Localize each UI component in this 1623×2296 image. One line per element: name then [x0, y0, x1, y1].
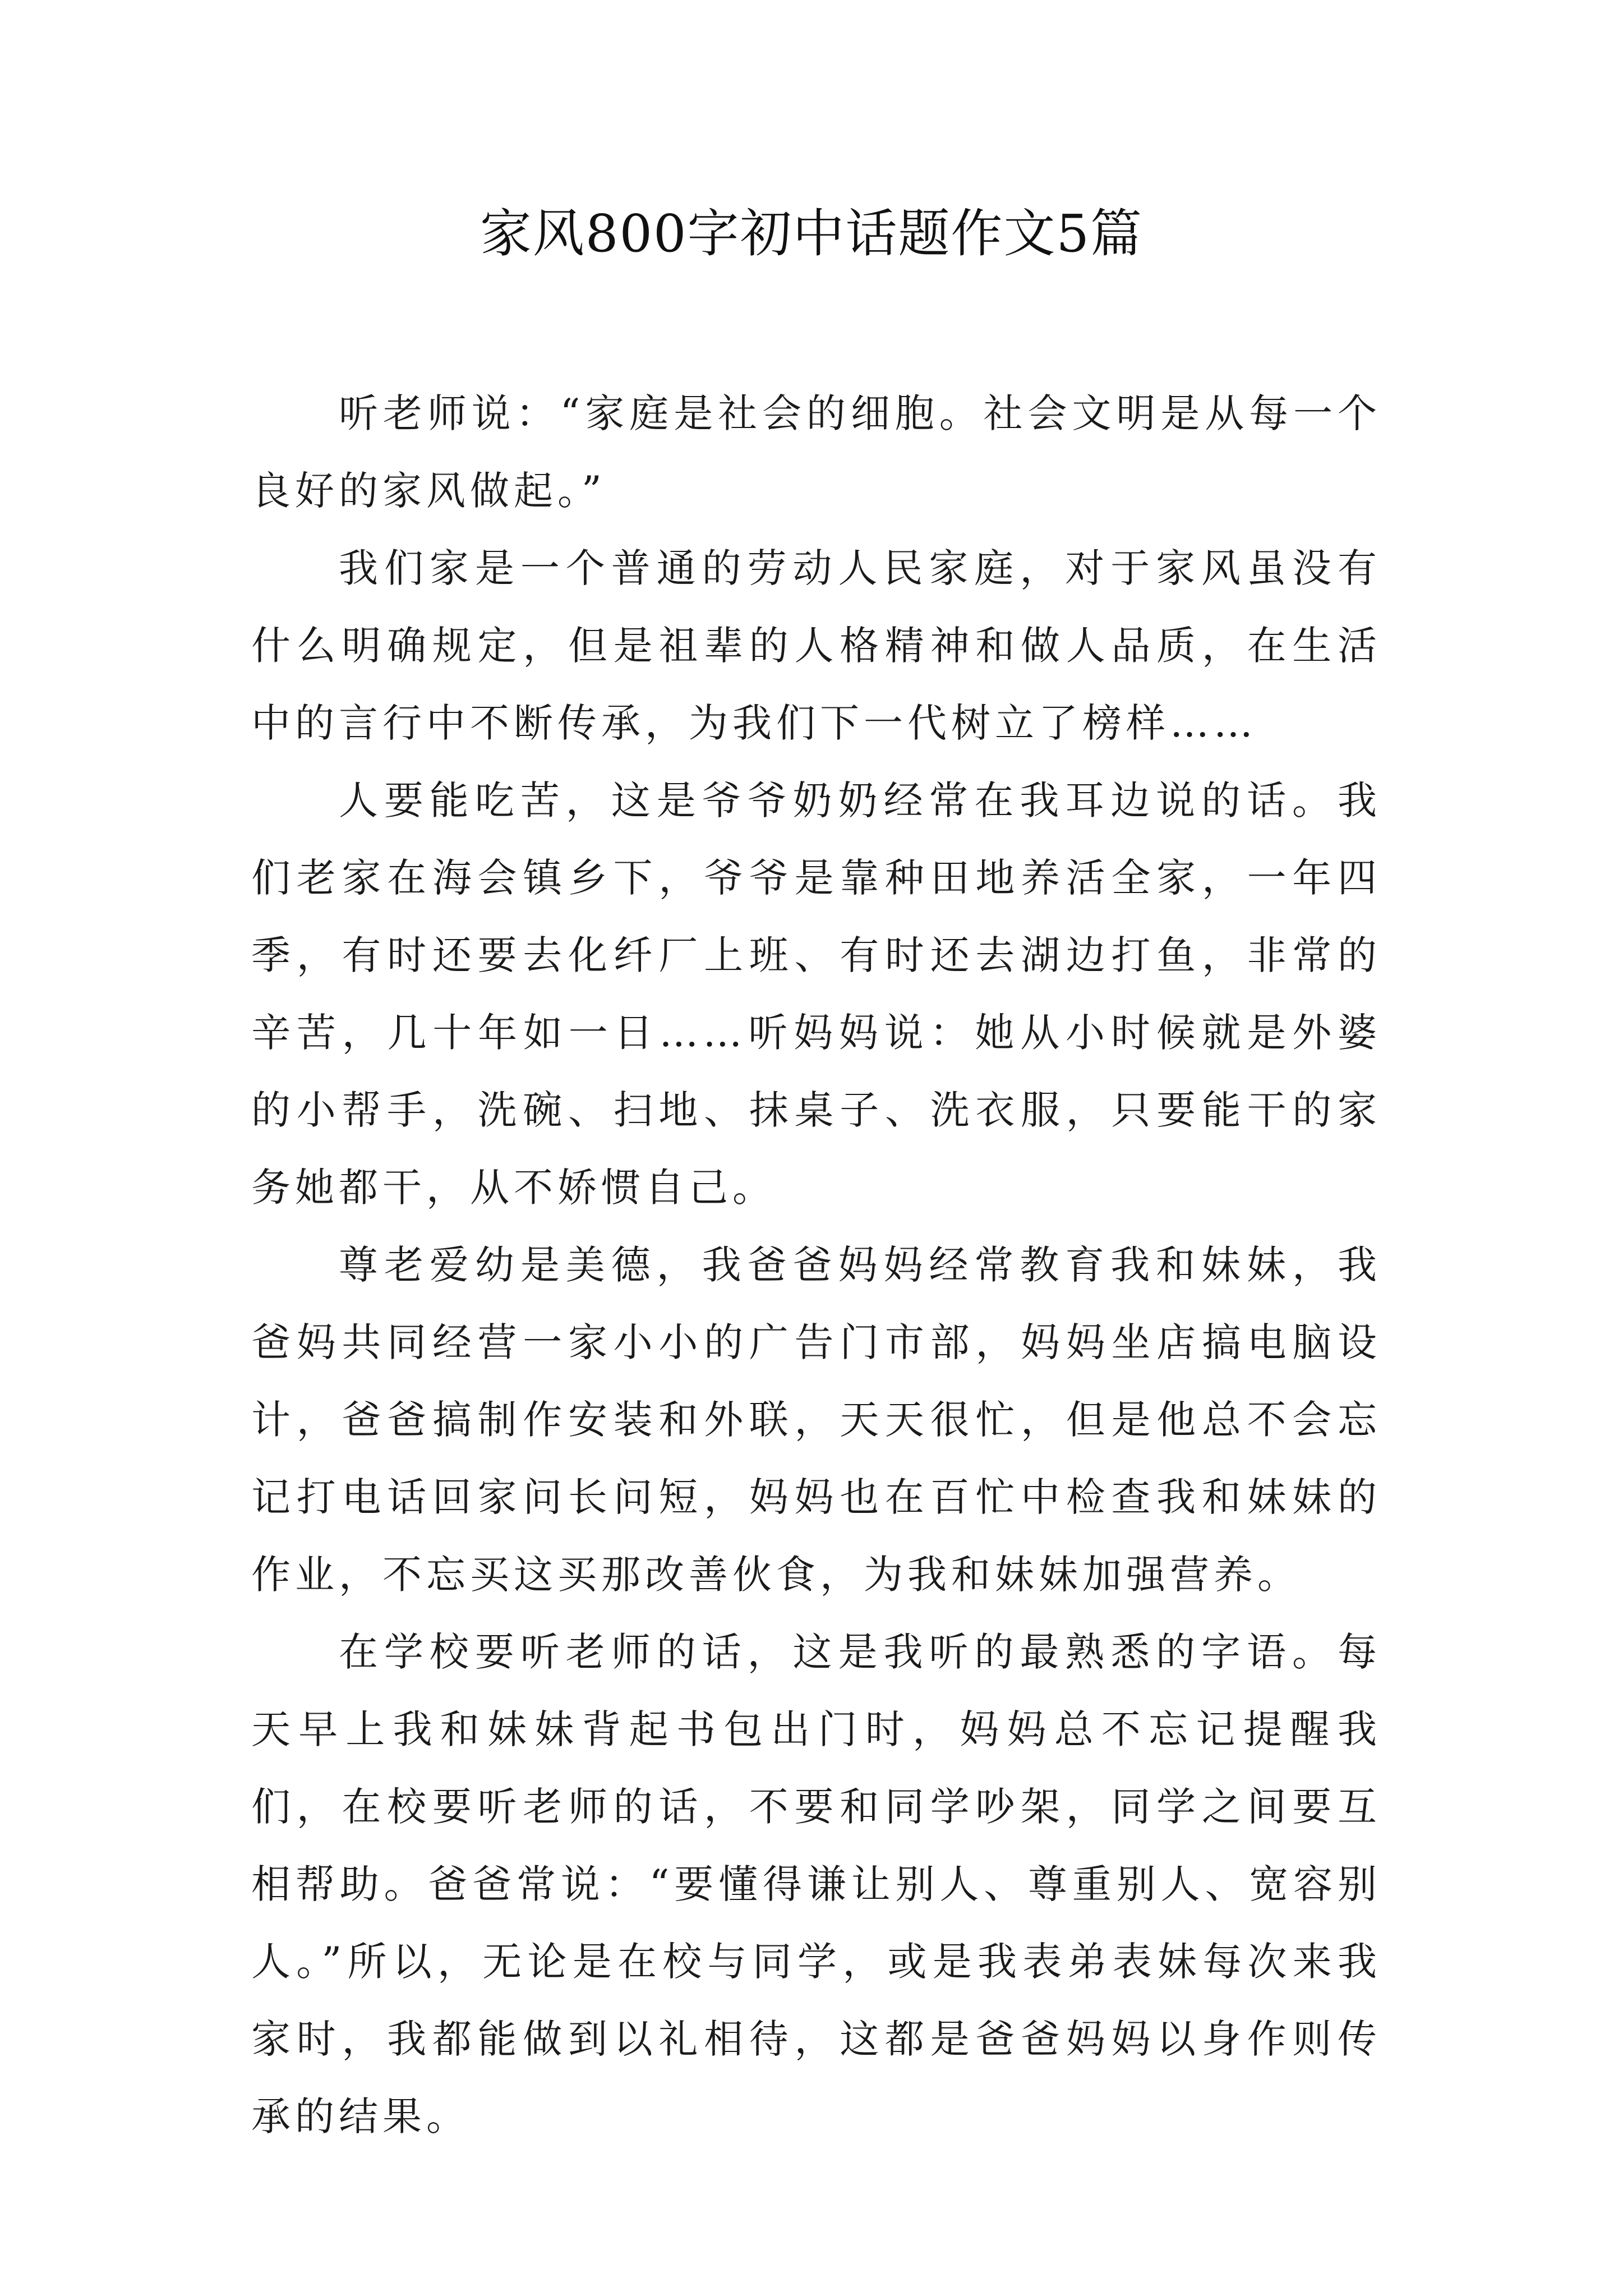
paragraph-2: 我们家是一个普通的劳动人民家庭，对于家风虽没有什么明确规定，但是祖辈的人格精神和做人品质，在生活中的言行中不断传承，为我们下一代树立了榜样……: [251, 545, 1381, 746]
document-body: [251, 375, 1381, 2155]
paragraph-1: 听老师说：“家庭是社会的细胞。社会文明是从每一个良好的家风做起。”: [251, 390, 1381, 514]
paragraph-5: 在学校要听老师的话，这是我听的最熟悉的字语。每天早上我和妹妹背起书包出门时，妈妈总不忘记提醒我们，在校要听老师的话，不要和同学吵架，同学之间要互相帮助。爸爸常说：“要懂得谦让别人、尊重别人、宽容别人。”所以，无论是在校与同学，或是我表弟表妹每次来我家时，我都能做到以礼相待，这都是爸爸妈妈以身作则传承的结果。: [251, 1629, 1381, 2139]
paragraph-4: 尊老爱幼是美德，我爸爸妈妈经常教育我和妹妹，我爸妈共同经营一家小小的广告门市部，妈妈坐店搞电脑设计，爸爸搞制作安装和外联，天天很忙，但是他总不会忘记打电话回家问长问短，妈妈也在百忙中检查我和妹妹的作业，不忘买这买那改善伙食，为我和妹妹加强营养。: [251, 1242, 1381, 1598]
document-title: 家风800字初中话题作文5篇: [479, 204, 1144, 264]
paragraph-3: 人要能吃苦，这是爷爷奶奶经常在我耳边说的话。我们老家在海会镇乡下，爷爷是靠种田地养活全家，一年四季，有时还要去化纤厂上班、有时还去湖边打鱼，非常的辛苦，几十年如一日……听妈妈说：她从小时候就是外婆的小帮手，洗碗、扫地、抹桌子、洗衣服，只要能干的家务她都干，从不娇惯自己。: [251, 777, 1381, 1211]
